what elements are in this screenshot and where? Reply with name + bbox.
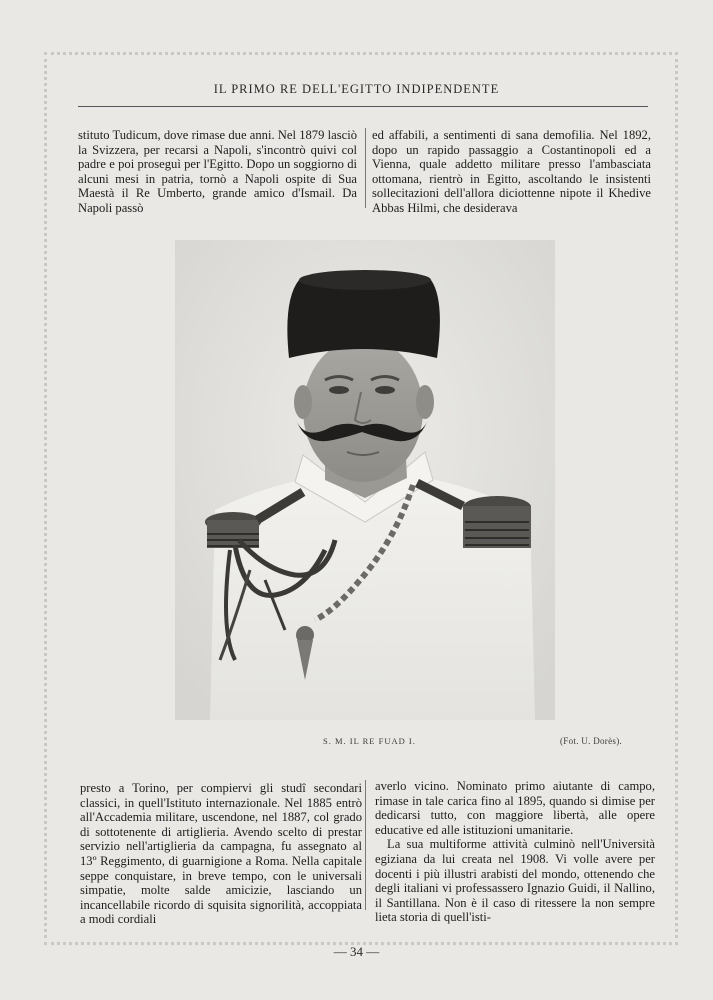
header-rule	[78, 106, 648, 107]
running-head: IL PRIMO RE DELL'EGITTO INDIPENDENTE	[213, 82, 500, 96]
column-divider-top	[365, 128, 366, 208]
portrait-photo	[175, 240, 555, 720]
text-column-top-left	[78, 128, 357, 216]
paragraph: ed affabili, a sentimenti di sana demofilia. Nel 1892, dopo un rapido passaggio a Costantinopoli ed a Vienna, quale addetto militare presso l'ambasciata ottomana, rientrò in Egitto, ascoltando le insistenti sollecitazioni dell'allora diciottenne nipote il Khedive Abbas Hilmi, che desiderava	[372, 128, 651, 215]
portrait-image	[175, 240, 555, 720]
paragraph: averlo vicino. Nominato primo aiutante di campo, rimase in tale carica fino al 1895, quando si dimise per dedicarsi tutto, con maggiore libertà, alle opere educative ed alle istituzioni umanitarie.	[375, 779, 655, 837]
paragraph: stituto Tudicum, dove rimase due anni. Nel 1879 lasciò la Svizzera, per recarsi a Napoli, s'incontrò quivi col padre e poi proseguì per l'Egitto. Dopo un soggiorno di alcuni mesi in patria, tornò a Napoli ospite di Sua Maestà il Re Umberto, grande amico d'Ismail. Da Napoli passò	[78, 128, 357, 215]
photo-credit: (Fot. U. Dorès).	[560, 736, 623, 746]
photo-caption: S. M. IL RE FUAD I.	[323, 736, 416, 746]
paragraph: presto a Torino, per compiervi gli studî secondari classici, in quell'Istituto internazionale. Nel 1885 entrò all'Accademia militare, uscendone, nel 1887, col grado di sottotenente di artiglieria. Avendo scelto di prestar servizio nell'artiglieria da campagna, fu assegnato al 13º Reggimento, di guarnigione a Roma. Nella capitale seppe conquistare, in breve tempo, con le universali simpatie, molte salde amicizie, lasciando un incancellabile ricordo di squisita signorilità, accoppiata a modi cordiali	[80, 781, 362, 927]
text-column-bottom-left	[80, 781, 362, 927]
paragraph: La sua multiforme attività culminò nell'Università egiziana da lui creata nel 1908. Vi volle avere per docenti i più illustri arabisti del mondo, ottenendo che degli italiani vi professassero Ignazio Guidi, il Nallino, il Santillana. Non è il caso di ritessere la non sempre lieta storia di quell'isti-	[375, 837, 655, 925]
column-divider-bottom	[365, 780, 366, 910]
text-column-bottom-right	[375, 779, 655, 925]
text-column-top-right	[372, 128, 651, 216]
page-number: — 34 —	[333, 944, 380, 959]
